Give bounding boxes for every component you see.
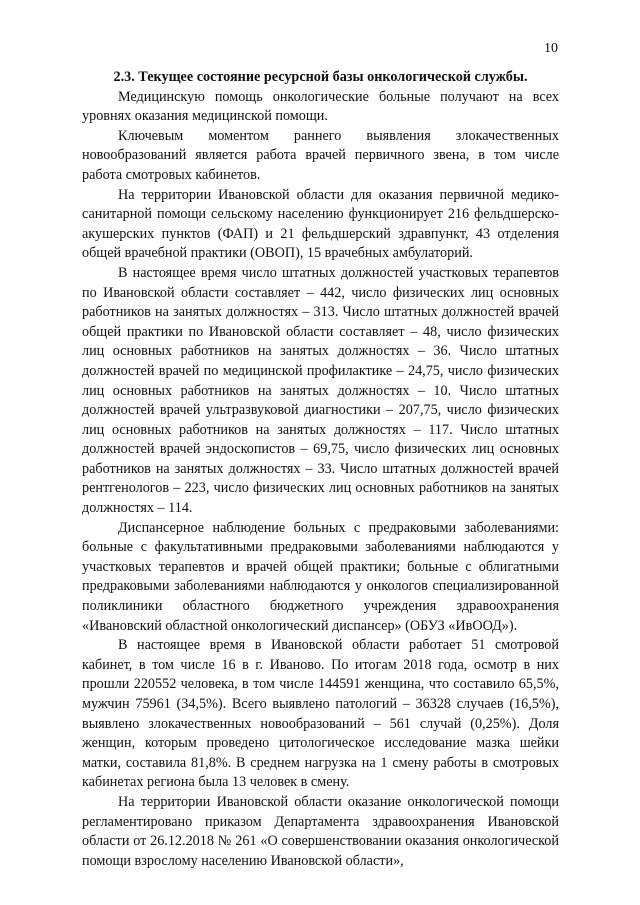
paragraph-7: На территории Ивановской области оказание онкологической помощи регламентировано приказом Департамента здравоохранения Ивановской области от 26.12.2018 № 261 «О совершенствовании оказания онкологической помощи взрослому населению Ивановской области», <box>82 793 559 869</box>
document-body <box>82 68 559 871</box>
paragraph-4: В настоящее время число штатных должностей участковых терапевтов по Ивановской области составляет – 442, число физических лиц основных работников на занятых должностях – 313. Число штатных должностей врачей общей практики по Ивановской области составляет – 48, число физических лиц основных работников на занятых должностях – 36. Число штатных должностей врачей по медицинской профилактике – 24,75, число физических лиц основных работников на занятых должностях – 10. Число штатных должностей врачей ультразвуковой диагностики – 207,75, число физических лиц основных работников на занятых должностях – 117. Число штатных должностей врачей эндоскопистов – 69,75, число физических лиц основных работников на занятых должностях – 33. Число штатных должностей врачей рентгенологов – 223, число физических лиц основных работников на занятых должностях – 114. <box>82 264 559 517</box>
paragraph-3: На территории Ивановской области для оказания первичной медико-санитарной помощи сельскому населению функционирует 216 фельдшерско-акушерских пунктов (ФАП) и 21 фельдшерский здравпункт, 43 отделения общей врачебной практики (ОВОП), 15 врачебных амбулаторий. <box>82 186 559 262</box>
section-heading: 2.3. Текущее состояние ресурсной базы онкологической службы. <box>113 69 528 85</box>
paragraph-6: В настоящее время в Ивановской области работает 51 смотровой кабинет, в том числе 16 в г. Иваново. По итогам 2018 года, осмотр в них прошли 220552 человека, в том числе 144591 женщина, что составило 65,5%, мужчин 75961 (34,5%). Всего выявлено патологий – 36328 случаев (16,5%), выявлено злокачественных новообразований – 561 случай (0,25%). Доля женщин, которым проведено цитологическое исследование мазка шейки матки, составила 81,8%. В среднем нагрузка на 1 смену работы в смотровых кабинетах региона была 13 человек в смену. <box>82 637 559 791</box>
page-number: 10 <box>544 41 558 56</box>
paragraph-2: Ключевым моментом раннего выявления злокачественных новообразований является работа врачей первичного звена, в том числе работа смотровых кабинетов. <box>82 127 559 183</box>
paragraph-1: Медицинскую помощь онкологические больные получают на всех уровнях оказания медицинской помощи. <box>82 88 559 125</box>
paragraph-5: Диспансерное наблюдение больных с предраковыми заболеваниями: больные с факультативными предраковыми заболеваниями наблюдаются у участковых терапевтов и врачей общей практики; больные с облигатными предраковыми заболеваниями наблюдаются у онкологов специализированной поликлиники областного бюджетного учреждения здравоохранения «Ивановский областной онкологический диспансер» (ОБУЗ «ИвООД»). <box>82 519 559 634</box>
